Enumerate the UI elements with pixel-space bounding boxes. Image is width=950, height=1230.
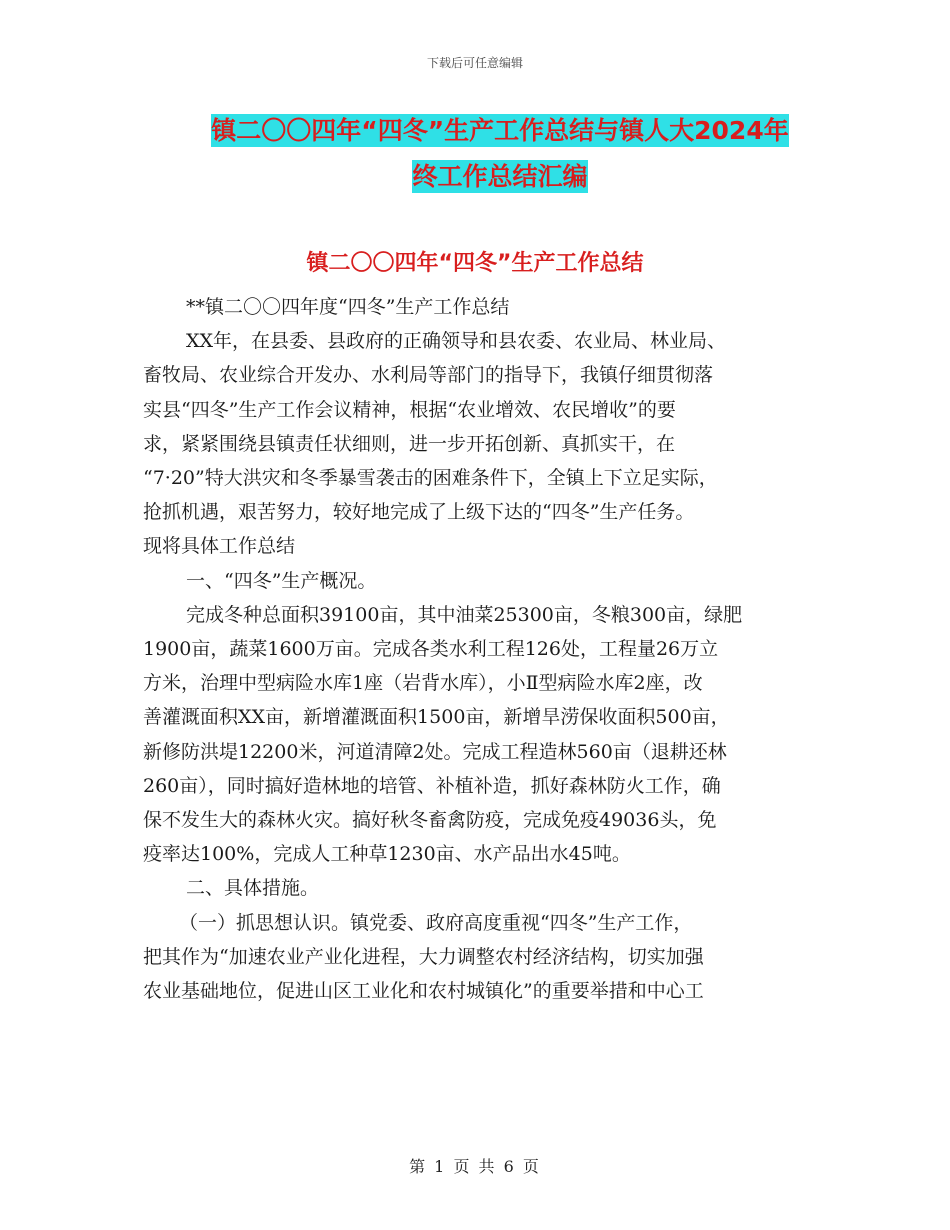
document-body (143, 290, 823, 1008)
header-note: 下载后可任意编辑 (426, 56, 523, 70)
body-line: **镇二〇〇四年度“四冬”生产工作总结 (186, 296, 510, 318)
body-line: 实县“四冬”生产工作会议精神，根据“农业增效、农民增收”的要 (143, 398, 676, 421)
body-line: 疫率达100%，完成人工种草1230亩、水产品出水45吨。 (143, 843, 631, 866)
body-line: 求，紧紧围绕县镇责任状细则，进一步开拓创新、真抓实干，在 (143, 432, 676, 455)
body-line: 方米，治理中型病险水库1座（岩背水库），小Ⅱ型病险水库2座，改 (143, 672, 703, 695)
body-line: XX年，在县委、县政府的正确领导和县农委、农业局、林业局、 (186, 330, 727, 353)
document-title (150, 108, 850, 200)
body-line: 260亩），同时搞好造林地的培管、补植补造，抓好森林防火工作，确 (143, 774, 721, 797)
body-line: 畜牧局、农业综合开发办、水利局等部门的指导下，我镇仔细贯彻落 (143, 364, 714, 387)
body-line: 新修防洪堤12200米，河道清障2处。完成工程造林560亩（退耕还林 (143, 740, 727, 763)
body-line: 1900亩，蔬菜1600万亩。完成各类水利工程126处，工程量26万立 (143, 638, 719, 661)
section-title: 镇二〇〇四年“四冬”生产工作总结 (306, 251, 644, 276)
body-line: 抢抓机遇，艰苦努力，较好地完成了上级下达的“四冬”生产任务。 (143, 501, 695, 524)
body-line: “7·20”特大洪灾和冬季暴雪袭击的困难条件下，全镇上下立足实际， (143, 467, 718, 490)
title-line-2: 终工作总结汇编 (412, 162, 588, 191)
title-line-1: 镇二〇〇四年“四冬”生产工作总结与镇人大2024年 (211, 116, 789, 145)
body-line: 把其作为“加速农业产业化进程，大力调整农村经济结构，切实加强 (143, 945, 704, 968)
page-number: 第 1 页 共 6 页 (409, 1157, 541, 1176)
body-line: 完成冬种总面积39100亩，其中油菜25300亩，冬粮300亩，绿肥 (186, 603, 743, 626)
body-line: 保不发生大的森林火灾。搞好秋冬畜禽防疫，完成免疫49036头，免 (143, 809, 717, 832)
body-line: 善灌溉面积XX亩，新增灌溉面积1500亩，新增旱涝保收面积500亩， (143, 706, 730, 729)
body-line: 现将具体工作总结 (143, 535, 296, 558)
body-line: 一、“四冬”生产概况。 (186, 569, 377, 592)
body-line: 农业基础地位，促进山区工业化和农村城镇化”的重要举措和中心工 (143, 980, 704, 1003)
body-line: 二、具体措施。 (186, 877, 320, 900)
body-line: （一）抓思想认识。镇党委、政府高度重视“四冬”生产工作， (179, 911, 693, 934)
